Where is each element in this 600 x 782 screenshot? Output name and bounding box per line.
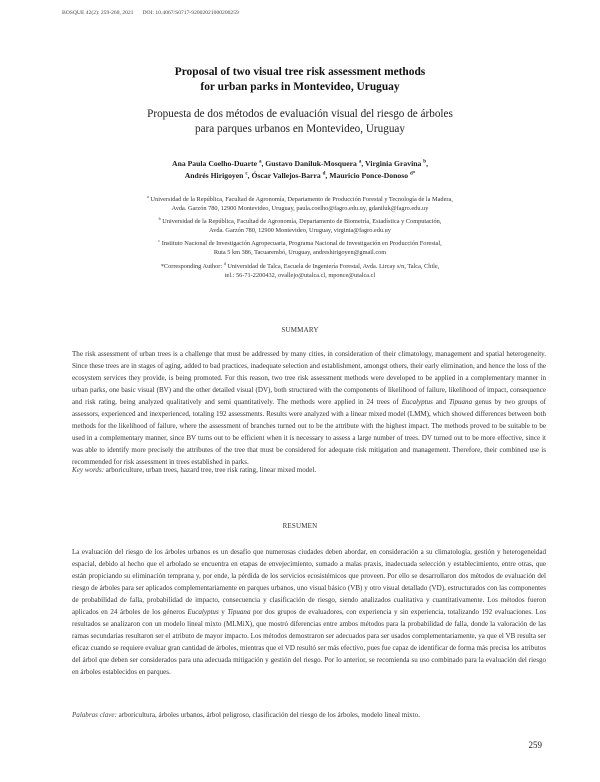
genus-name: Tipuana (448, 398, 473, 406)
title-line: for urban parks in Montevideo, Uruguay (200, 81, 400, 93)
author: Gustavo Daniluk-Mosquera (265, 159, 357, 168)
doi: DOI: 10.4067/S0717-92002021000200259 (142, 10, 239, 16)
genus-name: Eucalyptus (401, 398, 433, 406)
author: Virginia Gravina (365, 159, 422, 168)
aff-line: Universidad de Talca, Escuela de Ingeniería Forestal, Avda. Lircay s/n, Talca, Chile, (227, 263, 440, 270)
aff-line: Universidad de la República, Facultad de Agronomía, Departamento de Biometría, Estadística y Computación, (162, 218, 442, 225)
aff-line: Ruta 5 km 386, Tacuarembó, Uruguay, andreshirigoyen@gmail.com (213, 249, 387, 257)
aff-sup: c (158, 237, 161, 243)
affiliation-b (60, 217, 540, 236)
resumen-paragraph (72, 546, 546, 678)
text: The risk assessment of urban trees is a challenge that must be addressed by many cities, in consideration of their climatology, management and spatial heterogeneity. Since these trees are in stages of aging, added to bad practices, inadequate selection and establishment, amongst others, their early elimination, and hence the loss of the ecosystem services they provide, is being promoted. For this reason, two tree risk assessment methods were developed to be applied in a complementary manner in urban parks, one basic visual (BV) and the other detailed visual (DV), both structured with the components of likelihood of failure, likelihood of impact, consequence and risk rating, being analyzed qualitatively and semi quantitatively. The methods were applied in 24 trees of (72, 350, 546, 406)
keywords: arboricultura, árboles urbanos, árbol peligroso, clasificación del riesgo de los árboles, modelo lineal mixto. (116, 711, 420, 719)
affiliation-c (60, 239, 540, 258)
aff-line: Avda. Garzón 780, 12900 Montevideo, Uruguay, virginia@fagro.edu.uy (209, 227, 391, 235)
keywords: arboriculture, urban trees, hazard tree, tree risk rating, linear mixed model. (104, 466, 317, 474)
author-sup: c (245, 171, 248, 177)
text: por dos grupos de evaluadores, con experiencia y sin experiencia, totalizando 192 evaluaciones. Los resultados se analizaron con un modelo lineal mixto (MLMiX), que mostró diferencias entre ambos métodos para la probabilidad de falla, donde la valoración de las ramas secundarias resultaron ser el atributo de mayor impacto. Los métodos demostraron ser adecuados para ser usados complementariamente, ya que el VB resulta ser eficaz cuando se requiere evaluar gran cantidad de árboles, mientras que el VD resultó ser más efectivo, pues fue capaz de identificar de forma más precisa los atributos del árbol que deben ser considerados para una adecuada mitigación y gestión del riesgo. Por lo anterior, se recomienda su uso combinado para la evaluación del riesgo en árboles establecidos en parques. (72, 608, 547, 676)
article-subtitle (0, 107, 600, 137)
aff-sup: b (158, 215, 161, 221)
article-title (0, 65, 600, 95)
genus-name: Eucalyptus (187, 608, 219, 616)
author: Mauricio Ponce-Donoso (329, 171, 409, 180)
author: Ana Paula Coelho-Duarte (172, 159, 258, 168)
title-line: Proposal of two visual tree risk assessment methods (174, 66, 426, 78)
author-sup: d* (409, 171, 416, 177)
subtitle-line: Propuesta de dos métodos de evaluación visual del riesgo de árboles (147, 108, 453, 120)
text: genus by two groups of assessors, experienced and inexperienced, totaling 192 assessments. Results were analyzed with a linear mixed model (LMM), which showed differences between both methods for the likelihood of failure, where the assessment of branches turned out to be the attribute with the highest impact. The methods proved to be suitable to be used in a complementary manner, since BV turns out to be efficient when it is necessary to assess a large number of trees. DV turned out to be more effective, since it was able to identify more precisely the attributes of the tree that must be considered for adequate risk mitigation and management. Therefore, their combined use is recommended for risk assessment in trees established in parks. (72, 398, 547, 466)
affiliation-a (60, 195, 540, 214)
summary-heading: SUMMARY (281, 326, 319, 334)
keywords-label: Palabras clave: (72, 711, 117, 719)
text: La evaluación del riesgo de los árboles urbanos es un desafío que numerosas ciudades deben abordar, en consideración a su climatología, gestión y heterogeneidad espacial, debido al hecho que el arbolado se encuentra en etapas de envejecimiento, sumado a malas praxis, inadecuada selección y establecimiento, entre otras, que están propiciando su eliminación temprana y, por ende, la pérdida de los servicios ecosistémicos que proveen. Por ello se desarrollaron dos métodos de evaluación del riesgo de árboles para ser aplicados complementariamente en parques urbanos, uno visual básico (VB) y otro visual detallado (VD), estructurados con las componentes de probabilidad de falla, probabilidad de impacto, consecuencia y clasificación de riesgo, siendo analizados cualitativa y cuantitativamente. Los métodos fueron aplicados en 24 árboles de los géneros (72, 548, 546, 616)
keywords-label: Key words: (72, 466, 105, 474)
author: Óscar Vallejos-Barra (251, 171, 321, 180)
corresponding-label: *Corresponding Author: (160, 263, 223, 270)
resumen-heading: RESUMEN (282, 522, 318, 530)
text: and (432, 398, 449, 406)
text: y (218, 608, 228, 616)
aff-line: tel.: 56-71-2200432, ovallejo@utalca.cl, mponce@utalca.cl (224, 272, 376, 280)
page-number: 259 (528, 740, 542, 750)
subtitle-line: para parques urbanos en Montevideo, Uruguay (194, 123, 405, 135)
summary-keywords (72, 466, 546, 474)
aff-line: Universidad de la República, Facultad de Agronomía, Departamento de Producción Forestal y Tecnología de la Madera, (150, 196, 453, 203)
author-sup: b (423, 159, 427, 165)
author-sup: a (358, 159, 362, 165)
resumen-keywords (72, 711, 546, 719)
aff-sup: a (147, 193, 149, 199)
author: Andrés Hirigoyen (184, 171, 244, 180)
aff-sup: d (223, 260, 226, 266)
aff-line: Avda. Garzón 780, 12900 Montevideo, Uruguay, paula.coelho@fagro.edu.uy, gdaniluk@fagro.edu.uy (171, 205, 429, 213)
author-sup: d (322, 171, 326, 177)
author-sup: a (258, 159, 262, 165)
summary-paragraph (72, 348, 546, 468)
author-list: Ana Paula Coelho-Duarte $^a$, Gustavo Daniluk-Mosquera $^a$, Virginia Gravina $^b$, Andrés Hirigoyen $^c$, Óscar Vallejos-Barra $^d$, Mauricio Ponce-Donoso $^{d*}$ (172, 159, 428, 180)
journal-citation: BOSQUE 42(2): 259-268, 2021 (62, 10, 134, 16)
aff-line: Instituto Nacional de Investigación Agropecuaria, Programa Nacional de Investigación en Producción Forestal, (161, 240, 442, 247)
genus-name: Tipuana (227, 608, 251, 616)
running-header (62, 10, 239, 16)
corresponding-author (60, 262, 540, 281)
